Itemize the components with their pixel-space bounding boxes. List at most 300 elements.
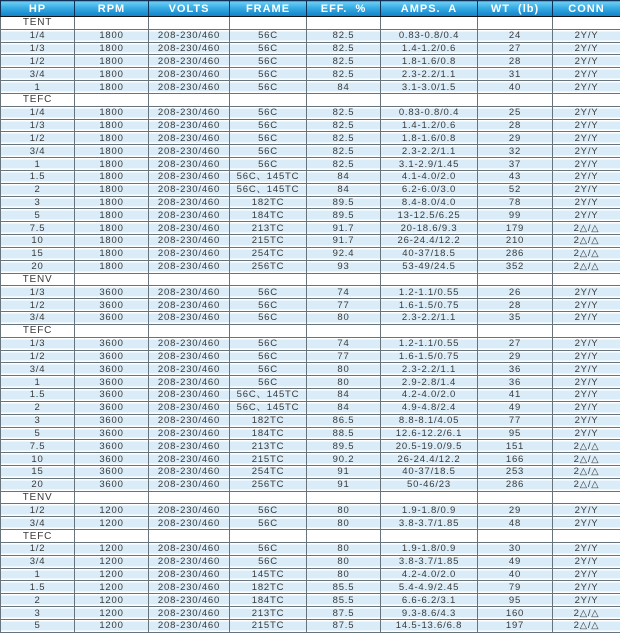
cell: 84 [307,183,381,196]
cell: 35 [478,312,553,325]
cell: 1800 [75,145,149,158]
cell: 56C [230,350,307,363]
cell: 28 [478,119,553,132]
cell: 1 [1,158,75,171]
table-body [1,17,620,633]
table-row [1,504,620,517]
cell: 208-230/460 [149,504,230,517]
empty-cell [230,324,307,337]
cell: 2△/△ [553,478,620,491]
cell: 1800 [75,235,149,248]
cell: 4.1-4.0/2.0 [381,170,478,183]
cell: 20-18.6/9.3 [381,222,478,235]
cell: 6.2-6.0/3.0 [381,183,478,196]
cell: 3.1-2.9/1.45 [381,158,478,171]
cell: 56C [230,337,307,350]
cell: 2△/△ [553,465,620,478]
column-header: FRAME [230,1,307,17]
cell: 87.5 [307,619,381,632]
cell: 2Y/Y [553,337,620,350]
cell: 10 [1,453,75,466]
column-header: RPM [75,1,149,17]
cell: 28 [478,299,553,312]
cell: 1800 [75,247,149,260]
cell: 184TC [230,209,307,222]
cell: 2.3-2.2/1.1 [381,363,478,376]
cell: 208-230/460 [149,55,230,68]
empty-cell [478,530,553,543]
cell: 77 [307,299,381,312]
cell: 29 [478,504,553,517]
cell: 80 [307,555,381,568]
table-row [1,55,620,68]
cell: 2Y/Y [553,209,620,222]
cell: 208-230/460 [149,376,230,389]
cell: 3600 [75,453,149,466]
cell: 1.9-1.8/0.9 [381,504,478,517]
cell: 56C [230,542,307,555]
cell: 2Y/Y [553,555,620,568]
cell: 74 [307,286,381,299]
table-row [1,158,620,171]
cell: 208-230/460 [149,299,230,312]
cell: 40-37/18.5 [381,465,478,478]
cell: 86.5 [307,414,381,427]
cell: 56C [230,145,307,158]
cell: 3.1-3.0/1.5 [381,81,478,94]
cell: 2Y/Y [553,517,620,530]
cell: 10 [1,235,75,248]
table-row [1,170,620,183]
cell: 182TC [230,414,307,427]
cell: 2△/△ [553,260,620,273]
cell: 1/2 [1,542,75,555]
cell: 77 [307,350,381,363]
cell: 87.5 [307,607,381,620]
cell: 1800 [75,119,149,132]
table-row [1,555,620,568]
cell: 2 [1,183,75,196]
cell: 1.8-1.6/0.8 [381,55,478,68]
cell: 80 [307,504,381,517]
table-row [1,389,620,402]
cell: 4.9-4.8/2.4 [381,401,478,414]
cell: 2Y/Y [553,401,620,414]
cell: 24 [478,29,553,42]
cell: 256TC [230,478,307,491]
table-row [1,594,620,607]
cell: 1/2 [1,350,75,363]
cell: 29 [478,132,553,145]
empty-cell [75,273,149,286]
cell: 1.5 [1,581,75,594]
cell: 50-46/23 [381,478,478,491]
cell: 208-230/460 [149,222,230,235]
cell: 208-230/460 [149,542,230,555]
empty-cell [381,530,478,543]
cell: 208-230/460 [149,363,230,376]
cell: 56C [230,555,307,568]
table-row [1,401,620,414]
table-row [1,350,620,363]
cell: 1200 [75,542,149,555]
cell: 1 [1,568,75,581]
cell: 208-230/460 [149,235,230,248]
table-row [1,337,620,350]
cell: 6.6-6.2/3.1 [381,594,478,607]
cell: 1800 [75,132,149,145]
cell: 3600 [75,376,149,389]
cell: 3600 [75,299,149,312]
empty-cell [307,324,381,337]
cell: 56C、145TC [230,170,307,183]
cell: 43 [478,170,553,183]
cell: 74 [307,337,381,350]
cell: 92.4 [307,247,381,260]
table-row [1,581,620,594]
cell: 1 [1,81,75,94]
cell: 82.5 [307,68,381,81]
table-row [1,132,620,145]
empty-cell [478,17,553,30]
cell: 3600 [75,427,149,440]
table-row [1,235,620,248]
cell: 208-230/460 [149,453,230,466]
cell: 215TC [230,453,307,466]
cell: 15 [1,465,75,478]
cell: 208-230/460 [149,619,230,632]
cell: 1/2 [1,55,75,68]
cell: 14.5-13.6/6.8 [381,619,478,632]
cell: 20 [1,478,75,491]
column-header: EFF. % [307,1,381,17]
cell: 3600 [75,440,149,453]
table-row [1,119,620,132]
cell: 26-24.4/12.2 [381,453,478,466]
cell: 208-230/460 [149,389,230,402]
cell: 1800 [75,260,149,273]
table-row [1,453,620,466]
empty-cell [230,273,307,286]
cell: 2Y/Y [553,581,620,594]
cell: 208-230/460 [149,555,230,568]
table-row [1,542,620,555]
cell: 3600 [75,414,149,427]
cell: 2Y/Y [553,427,620,440]
cell: 2Y/Y [553,132,620,145]
cell: 1200 [75,581,149,594]
cell: 184TC [230,427,307,440]
cell: 2Y/Y [553,29,620,42]
cell: 208-230/460 [149,260,230,273]
cell: 197 [478,619,553,632]
cell: 89.5 [307,196,381,209]
cell: 3600 [75,312,149,325]
section-row [1,93,620,106]
cell: 208-230/460 [149,607,230,620]
cell: 215TC [230,619,307,632]
cell: 56C [230,55,307,68]
empty-cell [230,491,307,504]
cell: 1800 [75,222,149,235]
cell: 2Y/Y [553,119,620,132]
cell: 160 [478,607,553,620]
cell: 89.5 [307,209,381,222]
cell: 208-230/460 [149,465,230,478]
cell: 1/2 [1,299,75,312]
cell: 1200 [75,517,149,530]
cell: 79 [478,581,553,594]
table-row [1,183,620,196]
cell: 254TC [230,465,307,478]
cell: 82.5 [307,55,381,68]
cell: 85.5 [307,581,381,594]
cell: 56C [230,363,307,376]
cell: 26 [478,286,553,299]
section-label: TENT [1,17,75,30]
table-row [1,29,620,42]
table-row [1,68,620,81]
cell: 2Y/Y [553,299,620,312]
cell: 208-230/460 [149,247,230,260]
cell: 95 [478,594,553,607]
empty-cell [553,491,620,504]
cell: 91.7 [307,235,381,248]
column-header: AMPS. A [381,1,478,17]
cell: 1800 [75,29,149,42]
cell: 5 [1,427,75,440]
cell: 208-230/460 [149,414,230,427]
cell: 1200 [75,607,149,620]
cell: 286 [478,478,553,491]
cell: 91 [307,478,381,491]
table-row [1,607,620,620]
table-row [1,568,620,581]
cell: 1/2 [1,504,75,517]
cell: 2 [1,594,75,607]
section-label: TENV [1,491,75,504]
cell: 3/4 [1,363,75,376]
section-row [1,17,620,30]
cell: 1800 [75,183,149,196]
cell: 56C [230,312,307,325]
cell: 80 [307,376,381,389]
cell: 208-230/460 [149,594,230,607]
cell: 208-230/460 [149,196,230,209]
section-row [1,273,620,286]
cell: 2Y/Y [553,594,620,607]
cell: 2Y/Y [553,42,620,55]
empty-cell [478,273,553,286]
cell: 9.3-8.6/4.3 [381,607,478,620]
cell: 56C [230,68,307,81]
table-row [1,517,620,530]
cell: 208-230/460 [149,132,230,145]
cell: 40 [478,81,553,94]
cell: 208-230/460 [149,42,230,55]
cell: 1/3 [1,286,75,299]
cell: 2Y/Y [553,568,620,581]
cell: 0.83-0.8/0.4 [381,106,478,119]
empty-cell [478,324,553,337]
cell: 80 [307,312,381,325]
empty-cell [75,491,149,504]
cell: 151 [478,440,553,453]
column-header: WT (lb) [478,1,553,17]
column-header: HP [1,1,75,17]
cell: 3/4 [1,555,75,568]
cell: 1800 [75,106,149,119]
cell: 26-24.4/12.2 [381,235,478,248]
empty-cell [149,17,230,30]
empty-cell [230,17,307,30]
cell: 1800 [75,170,149,183]
cell: 56C [230,119,307,132]
cell: 41 [478,389,553,402]
cell: 253 [478,465,553,478]
cell: 1800 [75,42,149,55]
section-label: TEFC [1,324,75,337]
table-row [1,247,620,260]
empty-cell [478,93,553,106]
empty-cell [230,93,307,106]
cell: 56C [230,504,307,517]
cell: 2△/△ [553,453,620,466]
empty-cell [307,530,381,543]
cell: 1.9-1.8/0.9 [381,542,478,555]
cell: 2Y/Y [553,414,620,427]
cell: 82.5 [307,158,381,171]
cell: 1/3 [1,337,75,350]
cell: 99 [478,209,553,222]
table-row [1,465,620,478]
cell: 1.5 [1,389,75,402]
cell: 208-230/460 [149,29,230,42]
table-row [1,414,620,427]
table-row [1,478,620,491]
cell: 88.5 [307,427,381,440]
cell: 13-12.5/6.25 [381,209,478,222]
empty-cell [307,93,381,106]
empty-cell [381,17,478,30]
cell: 256TC [230,260,307,273]
cell: 208-230/460 [149,517,230,530]
cell: 1/4 [1,29,75,42]
cell: 49 [478,401,553,414]
cell: 82.5 [307,29,381,42]
empty-cell [75,93,149,106]
table-row [1,619,620,632]
cell: 2.3-2.2/1.1 [381,312,478,325]
cell: 3/4 [1,517,75,530]
cell: 3/4 [1,312,75,325]
table-row [1,312,620,325]
cell: 8.8-8.1/4.05 [381,414,478,427]
cell: 208-230/460 [149,581,230,594]
cell: 40-37/18.5 [381,247,478,260]
cell: 2Y/Y [553,170,620,183]
section-row [1,324,620,337]
cell: 208-230/460 [149,106,230,119]
cell: 3600 [75,350,149,363]
cell: 1.4-1.2/0.6 [381,119,478,132]
cell: 53-49/24.5 [381,260,478,273]
cell: 208-230/460 [149,158,230,171]
cell: 5.4-4.9/2.45 [381,581,478,594]
cell: 208-230/460 [149,286,230,299]
cell: 56C [230,42,307,55]
cell: 27 [478,42,553,55]
cell: 184TC [230,594,307,607]
section-label: TEFC [1,93,75,106]
empty-cell [381,273,478,286]
table-row [1,106,620,119]
empty-cell [75,17,149,30]
cell: 1800 [75,55,149,68]
empty-cell [553,17,620,30]
cell: 352 [478,260,553,273]
cell: 210 [478,235,553,248]
cell: 2Y/Y [553,363,620,376]
cell: 208-230/460 [149,312,230,325]
cell: 37 [478,158,553,171]
cell: 208-230/460 [149,478,230,491]
cell: 3.8-3.7/1.85 [381,517,478,530]
cell: 2Y/Y [553,389,620,402]
cell: 1.2-1.1/0.55 [381,337,478,350]
cell: 2Y/Y [553,312,620,325]
cell: 82.5 [307,106,381,119]
cell: 2Y/Y [553,145,620,158]
cell: 2.3-2.2/1.1 [381,68,478,81]
cell: 7.5 [1,440,75,453]
table-row [1,42,620,55]
empty-cell [381,491,478,504]
cell: 56C、145TC [230,389,307,402]
cell: 56C、145TC [230,401,307,414]
cell: 1.6-1.5/0.75 [381,350,478,363]
empty-cell [307,273,381,286]
table-row [1,363,620,376]
cell: 25 [478,106,553,119]
cell: 2△/△ [553,440,620,453]
empty-cell [149,273,230,286]
cell: 3.8-3.7/1.85 [381,555,478,568]
empty-cell [149,324,230,337]
empty-cell [381,93,478,106]
table-row [1,376,620,389]
cell: 182TC [230,196,307,209]
cell: 56C [230,81,307,94]
cell: 84 [307,81,381,94]
cell: 286 [478,247,553,260]
cell: 3600 [75,286,149,299]
cell: 31 [478,68,553,81]
cell: 82.5 [307,119,381,132]
cell: 1800 [75,158,149,171]
cell: 82.5 [307,132,381,145]
cell: 213TC [230,222,307,235]
cell: 1800 [75,68,149,81]
cell: 2Y/Y [553,286,620,299]
table-row [1,222,620,235]
cell: 36 [478,376,553,389]
cell: 80 [307,363,381,376]
table-row [1,299,620,312]
cell: 89.5 [307,440,381,453]
column-header: VOLTS [149,1,230,17]
cell: 1.5 [1,170,75,183]
